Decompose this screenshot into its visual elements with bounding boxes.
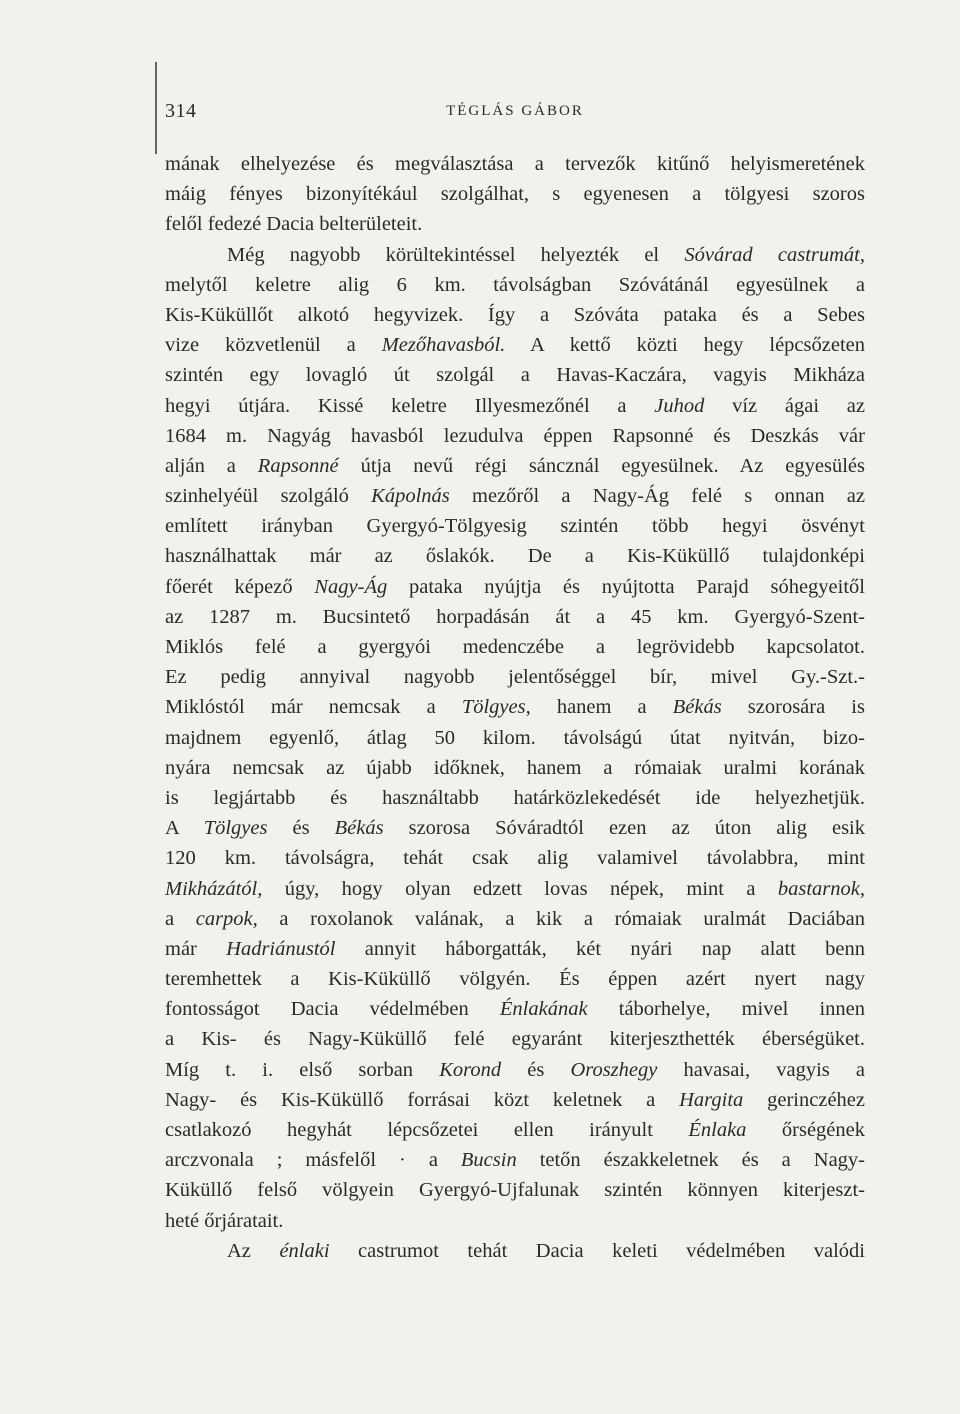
text-line — [165, 662, 865, 692]
text-line — [165, 964, 865, 994]
text-segment: majdnem egyenlő, átlag 50 kilom. távolságú útat nyitván, bizo- — [165, 726, 865, 749]
text-segment: szorosa Sóváradtól ezen az úton alig esik — [383, 817, 865, 840]
text-line — [165, 240, 865, 270]
text-segment: víz ágai az — [704, 394, 865, 417]
text-line — [165, 874, 865, 904]
text-line — [165, 572, 865, 602]
text-line — [165, 632, 865, 662]
italic-text: Hargita — [679, 1088, 744, 1111]
italic-text: carpok, — [195, 907, 258, 930]
italic-text: Tölgyes — [203, 817, 268, 840]
text-line — [165, 934, 865, 964]
text-line — [165, 391, 865, 421]
text-segment: A kettő közti hegy lépcsőzeten — [505, 334, 865, 357]
text-segment: hanem a — [530, 696, 673, 719]
text-line — [165, 360, 865, 390]
text-segment: és — [501, 1058, 571, 1081]
text-segment: és — [267, 817, 335, 840]
text-segment: annyit háborgatták, két nyári nap alatt benn — [335, 937, 865, 960]
text-segment: hegyi útjára. Kissé keletre Illyesmezőnél a — [165, 394, 655, 417]
text-segment: heté őrjáratait. — [165, 1209, 284, 1232]
text-segment: tetőn északkeletnek és a Nagy- — [516, 1149, 865, 1172]
text-line — [165, 330, 865, 360]
italic-text: Nagy-Ág — [314, 575, 388, 598]
text-segment: Küküllő felső völgyein Gyergyó-Ujfalunak szintén könnyen kiterjeszt- — [165, 1179, 865, 1202]
text-segment: már — [165, 937, 227, 960]
text-segment: 120 km. távolságra, tehát csak alig valamivel távolabbra, mint — [165, 847, 865, 870]
running-head: TÉGLÁS GÁBOR — [446, 103, 584, 119]
text-line — [165, 1085, 865, 1115]
italic-text: Énlakának — [499, 998, 588, 1021]
italic-text: Kápolnás — [371, 485, 450, 508]
text-segment: is legjártabb és használtabb határközlekedését ide helyezhetjük. — [165, 786, 865, 809]
italic-text: Hadriánustól — [226, 937, 336, 960]
text-segment: nyára nemcsak az újabb időknek, hanem a rómaiak uralmi korának — [165, 756, 865, 779]
text-line — [165, 149, 865, 179]
text-line — [165, 421, 865, 451]
text-segment: havasai, vagyis a — [657, 1058, 865, 1081]
text-segment: a roxolanok valának, a kik a rómaiak uralmát Daciában — [257, 907, 865, 930]
text-segment: szinhelyéül szolgáló — [165, 485, 372, 508]
text-segment: arczvonala ; másfelől · a — [165, 1149, 461, 1172]
page-header — [165, 100, 865, 130]
italic-text: Sóvárad castrumát, — [684, 243, 865, 266]
text-segment: Kis-Küküllőt alkotó hegyvizek. Így a Szóváta pataka és a Sebes — [165, 303, 865, 326]
text-segment: említett irányban Gyergyó-Tölgyesig szintén több hegyi ösvényt — [165, 515, 865, 538]
text-segment: Nagy- és Kis-Küküllő forrásai közt keletnek a — [165, 1088, 680, 1111]
text-line — [165, 813, 865, 843]
italic-text: Tölgyes, — [461, 696, 531, 719]
text-line — [165, 1206, 865, 1236]
text-segment: alján a — [165, 454, 258, 477]
text-line — [165, 783, 865, 813]
text-line — [165, 692, 865, 722]
text-segment: felől fedezé Dacia belterületeit. — [165, 213, 423, 236]
italic-text: Békás — [334, 817, 384, 840]
text-segment: táborhelye, mivel innen — [587, 998, 865, 1021]
text-segment: máig fényes bizonyítékául szolgálhat, s egyenesen a tölgyesi szoros — [165, 183, 865, 206]
text-segment: teremhettek a Kis-Küküllő völgyén. És éppen azért nyert nagy — [165, 968, 865, 991]
text-line — [165, 209, 865, 239]
italic-text: Mikházától, — [165, 877, 263, 900]
text-segment: Míg t. i. első sorban — [165, 1058, 440, 1081]
text-segment: az 1287 m. Bucsintető horpadásán át a 45 km. Gyergyó-Szent- — [165, 605, 865, 628]
text-line — [165, 1115, 865, 1145]
text-line — [165, 723, 865, 753]
text-segment: mezőről a Nagy-Ág felé s onnan az — [449, 485, 865, 508]
text-line — [165, 1145, 865, 1175]
text-segment: használhattak már az őslakók. De a Kis-Küküllő tulajdonképi — [165, 545, 865, 568]
text-segment: Miklóstól már nemcsak a — [165, 696, 462, 719]
text-segment: őrségének — [746, 1119, 865, 1141]
text-line — [165, 753, 865, 783]
text-line — [165, 602, 865, 632]
italic-text: énlaki — [279, 1239, 330, 1262]
text-segment: melytől keletre alig 6 km. távolságban Szóvátánál egyesülnek a — [165, 273, 865, 296]
margin-rule — [155, 62, 157, 154]
text-segment: vize közvetlenül a — [165, 334, 382, 357]
text-segment: A — [165, 817, 204, 840]
text-line — [165, 451, 865, 481]
text-segment: Miklós felé a gyergyói medenczébe a legrövidebb kapcsolatot. — [165, 636, 865, 658]
text-segment: Ez pedig annyival nagyobb jelentőséggel bír, mivel Gy.-Szt.- — [165, 666, 865, 689]
text-line — [165, 904, 865, 934]
text-line — [165, 481, 865, 511]
text-line — [165, 511, 865, 541]
text-segment: a — [165, 907, 196, 930]
text-segment: gerinczéhez — [743, 1088, 865, 1111]
text-line — [165, 843, 865, 873]
italic-text: Rapsonné — [257, 454, 339, 477]
italic-text: bastarnok, — [777, 877, 865, 900]
text-segment: szintén egy lovagló út szolgál a Havas-Kaczára, vagyis Mikháza — [165, 364, 865, 387]
text-segment: 1684 m. Nagyág havasból lezudulva éppen Rapsonné és Deszkás vár — [165, 424, 865, 447]
text-segment: csatlakozó hegyhát lépcsőzetei ellen irányult — [165, 1119, 689, 1141]
text-line — [165, 541, 865, 571]
text-line — [165, 300, 865, 330]
text-segment: pataka nyújtja és nyújtotta Parajd sóhegyeitől — [387, 575, 865, 598]
italic-text: Békás — [672, 696, 722, 719]
text-line — [165, 1055, 865, 1085]
italic-text: Énlaka — [688, 1119, 747, 1141]
text-segment: a Kis- és Nagy-Küküllő felé egyaránt kiterjeszthették éberségüket. — [165, 1028, 865, 1051]
text-segment: főerét képező — [165, 575, 315, 598]
italic-text: Oroszhegy — [570, 1058, 658, 1081]
text-line — [165, 994, 865, 1024]
italic-text: Juhod — [654, 394, 705, 417]
text-segment: castrumot tehát Dacia keleti védelmében valódi — [329, 1239, 865, 1262]
italic-text: Korond — [439, 1058, 502, 1081]
text-segment: mának elhelyezése és megválasztása a tervezők kitűnő helyismeretének — [165, 153, 865, 175]
text-segment: úgy, hogy olyan edzett lovas népek, mint a — [262, 877, 778, 900]
text-segment: Az — [227, 1239, 280, 1262]
text-line — [165, 179, 865, 209]
text-segment: fontosságot Dacia védelmében — [165, 998, 500, 1021]
text-line — [165, 1236, 865, 1266]
text-line — [165, 1175, 865, 1205]
text-line — [165, 270, 865, 300]
italic-text: Mezőhavasból. — [381, 334, 506, 357]
text-segment: szorosára is — [721, 696, 865, 719]
text-segment: útja nevű régi sáncznál egyesülnek. Az egyesülés — [338, 454, 865, 477]
text-line — [165, 1024, 865, 1054]
body-text — [165, 149, 865, 1266]
page-number: 314 — [165, 100, 197, 122]
text-segment: Még nagyobb körültekintéssel helyezték el — [227, 243, 685, 266]
italic-text: Bucsin — [460, 1149, 517, 1172]
